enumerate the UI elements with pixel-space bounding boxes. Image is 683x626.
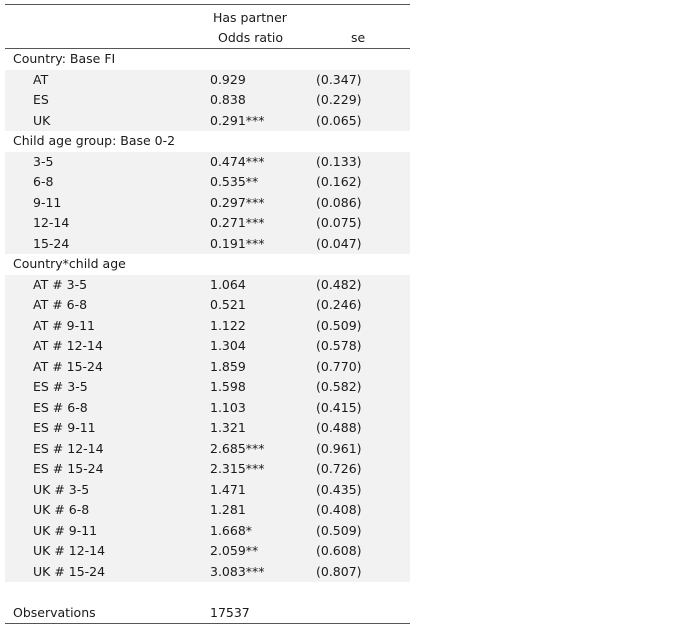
se-cell: (0.408) xyxy=(316,502,362,517)
observations-row xyxy=(5,603,410,624)
row-label: 15-24 xyxy=(33,235,70,251)
table-row xyxy=(5,336,410,357)
regression-table xyxy=(5,4,410,624)
table-row xyxy=(5,439,410,460)
se-cell: (0.086) xyxy=(316,194,362,210)
se-cell: (0.047) xyxy=(316,235,362,251)
row-label: ES # 3-5 xyxy=(33,379,88,394)
se-cell: (0.608) xyxy=(316,543,362,558)
table-row xyxy=(5,500,410,521)
observations-label: Observations xyxy=(13,604,96,620)
table-row xyxy=(5,234,410,255)
table-row xyxy=(5,70,410,91)
table-row xyxy=(5,418,410,439)
row-label: UK # 9-11 xyxy=(33,522,98,538)
table-row xyxy=(5,480,410,501)
se-cell: (0.482) xyxy=(316,276,362,292)
se-cell: (0.582) xyxy=(316,379,362,394)
row-label: UK # 6-8 xyxy=(33,502,90,517)
table-header xyxy=(5,5,410,48)
table-row xyxy=(5,541,410,562)
odds-ratio-cell: 1.064 xyxy=(210,276,246,292)
table-row xyxy=(5,377,410,398)
row-label: AT # 15-24 xyxy=(33,358,103,374)
row-label: UK # 12-14 xyxy=(33,543,106,558)
row-label: ES # 12-14 xyxy=(33,440,104,456)
row-label: UK # 15-24 xyxy=(33,563,106,579)
se-cell: (0.488) xyxy=(316,420,362,435)
se-cell: (0.961) xyxy=(316,440,362,456)
row-label: UK # 3-5 xyxy=(33,481,90,497)
table-row xyxy=(5,275,410,296)
odds-ratio-cell: 0.535** xyxy=(210,174,259,189)
odds-ratio-cell: 2.315*** xyxy=(210,461,265,476)
se-cell: (0.509) xyxy=(316,317,362,333)
table-row xyxy=(5,357,410,378)
section-row xyxy=(5,49,410,70)
row-label: ES # 9-11 xyxy=(33,420,96,435)
table-row xyxy=(5,521,410,542)
row-label: 6-8 xyxy=(33,174,54,189)
section-label: Country*child age xyxy=(13,256,126,271)
row-label: UK xyxy=(33,112,51,128)
observations-value: 17537 xyxy=(210,604,250,620)
section-row xyxy=(5,131,410,152)
section-label: Child age group: Base 0-2 xyxy=(13,133,176,148)
row-label: 9-11 xyxy=(33,194,62,210)
section-row xyxy=(5,254,410,275)
table-row xyxy=(5,213,410,234)
odds-ratio-cell: 2.059** xyxy=(210,543,259,558)
column-header-se: se xyxy=(351,30,366,45)
odds-ratio-cell: 0.297*** xyxy=(210,194,265,210)
row-label: 3-5 xyxy=(33,153,54,169)
odds-ratio-cell: 1.471 xyxy=(210,481,246,497)
odds-ratio-cell: 2.685*** xyxy=(210,440,265,456)
se-cell: (0.807) xyxy=(316,563,362,579)
odds-ratio-cell: 0.271*** xyxy=(210,215,265,230)
row-label: AT xyxy=(33,71,49,87)
se-cell: (0.347) xyxy=(316,71,362,87)
spacer-row xyxy=(5,582,410,603)
table-row xyxy=(5,562,410,583)
table-row xyxy=(5,316,410,337)
table-row xyxy=(5,459,410,480)
table-row xyxy=(5,193,410,214)
odds-ratio-cell: 1.304 xyxy=(210,338,246,353)
se-cell: (0.435) xyxy=(316,481,362,497)
table-row xyxy=(5,111,410,132)
odds-ratio-cell: 1.859 xyxy=(210,358,246,374)
row-label: AT # 6-8 xyxy=(33,297,88,312)
row-label: ES xyxy=(33,92,49,107)
odds-ratio-cell: 1.103 xyxy=(210,399,246,415)
odds-ratio-cell: 1.668* xyxy=(210,522,253,538)
table-row xyxy=(5,152,410,173)
table-body xyxy=(5,49,410,582)
se-cell: (0.578) xyxy=(316,338,362,353)
se-cell: (0.075) xyxy=(316,215,362,230)
column-header-odds-ratio: Odds ratio xyxy=(218,30,284,45)
se-cell: (0.509) xyxy=(316,522,362,538)
se-cell: (0.162) xyxy=(316,174,362,189)
odds-ratio-cell: 3.083*** xyxy=(210,563,265,579)
row-label: ES # 6-8 xyxy=(33,399,88,415)
odds-ratio-cell: 1.598 xyxy=(210,379,246,394)
odds-ratio-cell: 0.474*** xyxy=(210,153,265,169)
row-label: AT # 9-11 xyxy=(33,317,96,333)
odds-ratio-cell: 0.521 xyxy=(210,297,246,312)
row-label: AT # 3-5 xyxy=(33,276,88,292)
odds-ratio-cell: 1.281 xyxy=(210,502,246,517)
odds-ratio-cell: 0.929 xyxy=(210,71,246,87)
se-cell: (0.246) xyxy=(316,297,362,312)
se-cell: (0.726) xyxy=(316,461,362,476)
section-label: Country: Base FI xyxy=(13,51,116,66)
se-cell: (0.415) xyxy=(316,399,362,415)
table-row xyxy=(5,172,410,193)
column-title-has-partner: Has partner xyxy=(213,10,287,25)
table-row xyxy=(5,90,410,111)
se-cell: (0.065) xyxy=(316,112,362,128)
row-label: ES # 15-24 xyxy=(33,461,104,476)
table-row xyxy=(5,398,410,419)
table-bottom-rule xyxy=(5,623,410,624)
odds-ratio-cell: 1.122 xyxy=(210,317,246,333)
se-cell: (0.770) xyxy=(316,358,362,374)
se-cell: (0.133) xyxy=(316,153,362,169)
row-label: AT # 12-14 xyxy=(33,338,103,353)
row-label: 12-14 xyxy=(33,215,70,230)
odds-ratio-cell: 0.838 xyxy=(210,92,246,107)
odds-ratio-cell: 0.191*** xyxy=(210,235,265,251)
se-cell: (0.229) xyxy=(316,92,362,107)
table-row xyxy=(5,295,410,316)
odds-ratio-cell: 0.291*** xyxy=(210,112,265,128)
odds-ratio-cell: 1.321 xyxy=(210,420,246,435)
